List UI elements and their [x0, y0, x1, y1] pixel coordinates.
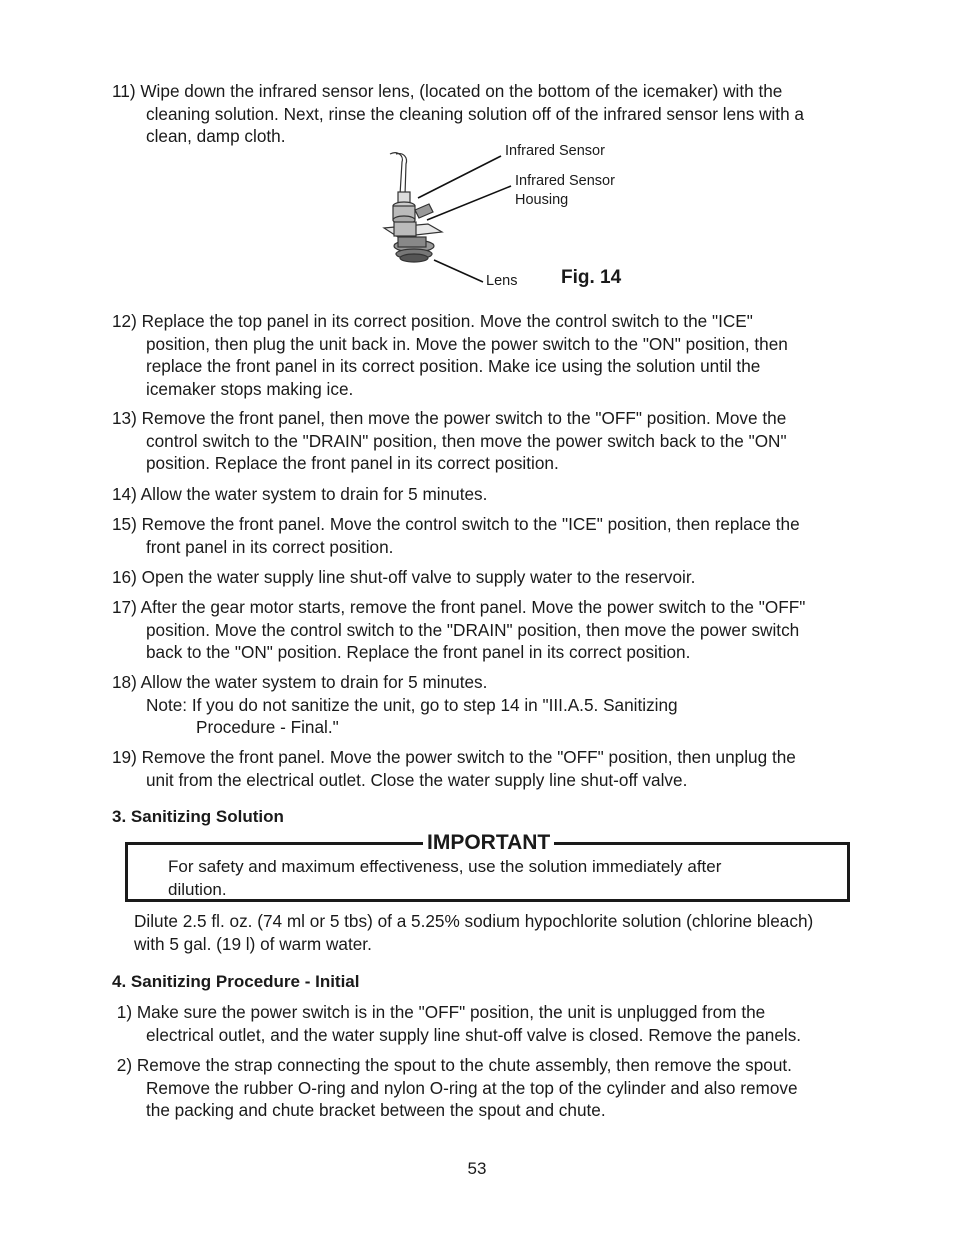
step-line: position, then plug the unit back in. Move the power switch to the "ON" position, then [146, 333, 788, 354]
step-line: 14) Allow the water system to drain for 5 minutes. [112, 484, 488, 504]
important-line: dilution. [168, 879, 227, 899]
step-line: cleaning solution. Next, rinse the cleaning solution off of the infrared sensor lens with a [146, 103, 804, 124]
important-box [125, 831, 850, 902]
step-18 [112, 671, 872, 739]
important-text [168, 856, 808, 901]
step-line: 16) Open the water supply line shut-off valve to supply water to the reservoir. [112, 567, 696, 587]
step-line: replace the front panel in its correct position. Make ice using the solution until the [146, 356, 761, 377]
step-17 [112, 596, 872, 664]
dilution-instructions [134, 910, 894, 955]
infrared-sensor-drawing [370, 140, 670, 300]
label-sensor-housing-1: Infrared Sensor [515, 173, 615, 189]
step-line: Remove the rubber O-ring and nylon O-ring at the top of the cylinder and also remove [146, 1077, 798, 1098]
procedure-step-1 [112, 1001, 872, 1046]
step-line: 17) After the gear motor starts, remove the front panel. Move the power switch to the "OFF" [112, 597, 806, 617]
dilution-line: Dilute 2.5 fl. oz. (74 ml or 5 tbs) of a 5.25% sodium hypochlorite solution (chlorine bleach) [134, 911, 814, 931]
leader-line-lens [434, 260, 483, 282]
step-line: position. Move the control switch to the "DRAIN" position, then move the power switch [146, 619, 800, 640]
step-14 [112, 483, 872, 506]
page-number: 53 [467, 1159, 487, 1178]
step-11 [112, 80, 872, 148]
figure-14 [370, 140, 670, 300]
important-title: IMPORTANT [423, 831, 554, 855]
step-line: 12) Replace the top panel in its correct position. Move the control switch to the "ICE" [112, 311, 753, 331]
step-line: icemaker stops making ice. [146, 378, 354, 399]
section-heading-sanitizing-solution: 3. Sanitizing Solution [112, 807, 284, 826]
step-16 [112, 566, 872, 589]
label-sensor-housing-2: Housing [515, 192, 569, 208]
label-infrared-sensor: Infrared Sensor [505, 143, 605, 159]
step-line: electrical outlet, and the water supply line shut-off valve is closed. Remove the panels. [146, 1024, 802, 1045]
step-12 [112, 310, 872, 400]
step-line: position. Replace the front panel in its correct position. [146, 453, 559, 474]
step-line: 11) Wipe down the infrared sensor lens, (located on the bottom of the icemaker) with the [112, 81, 783, 101]
leader-line-housing [427, 186, 511, 220]
step-line: clean, damp cloth. [146, 126, 286, 147]
step-13 [112, 407, 872, 475]
step-line: control switch to the "DRAIN" position, then move the power switch back to the "ON" [146, 430, 787, 451]
dilution-line: with 5 gal. (19 l) of warm water. [134, 933, 372, 954]
procedure-step-2 [112, 1054, 872, 1122]
step-line: front panel in its correct position. [146, 536, 394, 557]
step-line: 2) Remove the strap connecting the spout to the chute assembly, then remove the spout. [112, 1055, 792, 1075]
step-line: 18) Allow the water system to drain for 5 minutes. [112, 672, 488, 692]
leader-line-sensor [418, 156, 501, 198]
important-line: For safety and maximum effectiveness, use the solution immediately after [168, 857, 722, 876]
step-line: 19) Remove the front panel. Move the power switch to the "OFF" position, then unplug the [112, 747, 796, 767]
step-line: 13) Remove the front panel, then move the power switch to the "OFF" position. Move the [112, 408, 787, 428]
step-15 [112, 513, 872, 558]
figure-title: Fig. 14 [561, 267, 622, 288]
step-line: the packing and chute bracket between the spout and chute. [146, 1100, 606, 1121]
step-line: back to the "ON" position. Replace the front panel in its correct position. [146, 642, 691, 663]
note-line: Note: If you do not sanitize the unit, go to step 14 in "III.A.5. Sanitizing [146, 694, 678, 715]
step-line: 15) Remove the front panel. Move the control switch to the "ICE" position, then replace the [112, 514, 800, 534]
section-heading-sanitizing-procedure: 4. Sanitizing Procedure - Initial [112, 972, 360, 991]
step-line: unit from the electrical outlet. Close the water supply line shut-off valve. [146, 769, 688, 790]
note-line: Procedure - Final." [196, 717, 339, 738]
label-lens: Lens [486, 273, 518, 289]
step-line: 1) Make sure the power switch is in the "OFF" position, the unit is unplugged from the [112, 1002, 766, 1022]
step-19 [112, 746, 872, 791]
